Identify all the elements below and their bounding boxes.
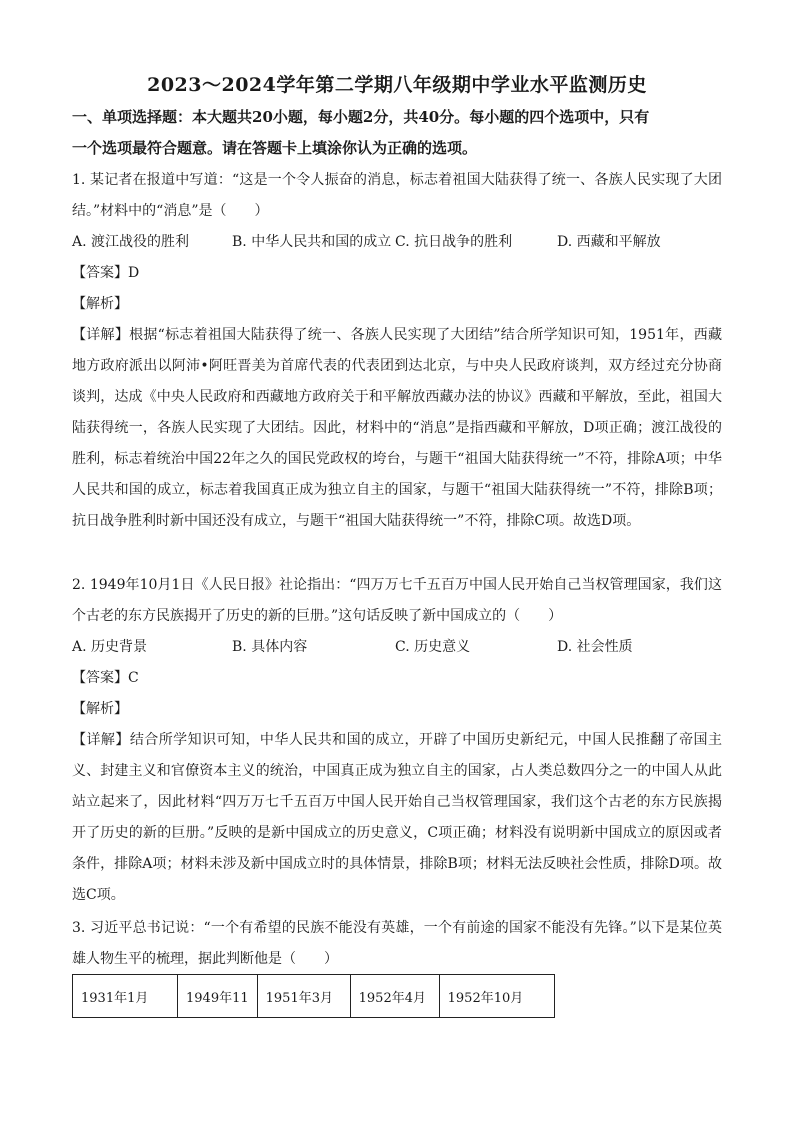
option-c: C. 历史意义 [395,639,471,655]
question-1-analysis-label: 【解析】 [72,296,128,312]
question-2-detail: 【详解】结合所学知识可知，中华人民共和国的成立，开辟了中国历史新纪元，中国人民推翻了帝国主义、封建主义和官僚资本主义的统治，中国真正成为独立自主的国家，占人类总数四分之一的中国人从此站立起来了，因此材料“四万万七千五百万中国人民开始自己当权管理国家，我们这个古老的东方民族揭开了历史的新的巨册。”反映的是新中国成立的历史意义，C项正确；材料没有说明新中国成立的原因或者条件，排除A项；材料未涉及新中国成立时的具体情景，排除B项；材料无法反映社会性质，排除D项。故选C项。 [72,732,722,903]
page-title: 2023～2024学年第二学期八年级期中学业水平监测历史 [147,74,647,96]
table-cell: 1952年4月 [350,975,439,1018]
table-cell: 1952年10月 [439,975,554,1018]
option-b: B. 具体内容 [232,639,308,655]
question-1-answer: 【答案】D [72,265,140,281]
section-header-line: 一个选项最符合题意。请在答题卡上填涂你认为正确的选项。 [72,139,478,157]
question-2-analysis-label: 【解析】 [72,701,128,717]
table-row [73,975,555,1018]
option-d: D. 西藏和平解放 [557,234,661,250]
question-2-answer: 【答案】C [72,670,139,686]
option-d: D. 社会性质 [557,639,633,655]
option-b: B. 中华人民共和国的成立 [232,234,392,250]
section-header-line: 一、单项选择题：本大题共20小题，每小题2分，共40分。每小题的四个选项中，只有 [72,108,650,126]
table-cell: 1949年11 [178,975,258,1018]
table-cell: 1931年1月 [73,975,178,1018]
question-1-stem: 1. 某记者在报道中写道：“这是一个令人振奋的消息，标志着祖国大陆获得了统一、各族人民实现了大团结。”材料中的“消息”是（ ） [72,172,722,219]
question-1-options [72,227,722,258]
option-c: C. 抗日战争的胜利 [395,234,513,250]
question-3-stem: 3. 习近平总书记说：“一个有希望的民族不能没有英雄，一个有前途的国家不能没有先锋。”以下是某位英雄人物生平的梳理，据此判断他是（ ） [72,920,722,967]
question-2-options [72,632,722,663]
section-header [72,102,722,164]
option-a: A. 渡江战役的胜利 [72,234,190,250]
hero-timeline-table [72,974,555,1018]
question-2-stem: 2. 1949年10月1日《人民日报》社论指出：“四万万七千五百万中国人民开始自己当权管理国家，我们这个古老的东方民族揭开了历史的新的巨册。”这句话反映了新中国成立的（ ） [72,577,722,624]
option-a: A. 历史背景 [72,639,148,655]
question-1-detail: 【详解】根据“标志着祖国大陆获得了统一、各族人民实现了大团结”结合所学知识可知，1951年，西藏地方政府派出以阿沛•阿旺晋美为首席代表的代表团到达北京，与中央人民政府谈判，双方经过充分协商谈判，达成《中央人民政府和西藏地方政府关于和平解放西藏办法的协议》西藏和平解放，至此，祖国大陆获得统一，各族人民实现了大团结。因此，材料中的“消息”是指西藏和平解放，D项正确；渡江战役的胜利，标志着统治中国22年之久的国民党政权的垮台，与题干“祖国大陆获得统一”不符，排除A项；中华人民共和国的成立，标志着我国真正成为独立自主的国家，与题干“祖国大陆获得统一”不符，排除B项；抗日战争胜利时新中国还没有成立，与题干“祖国大陆获得统一”不符，排除C项。故选D项。 [72,327,722,529]
table-cell: 1951年3月 [257,975,350,1018]
